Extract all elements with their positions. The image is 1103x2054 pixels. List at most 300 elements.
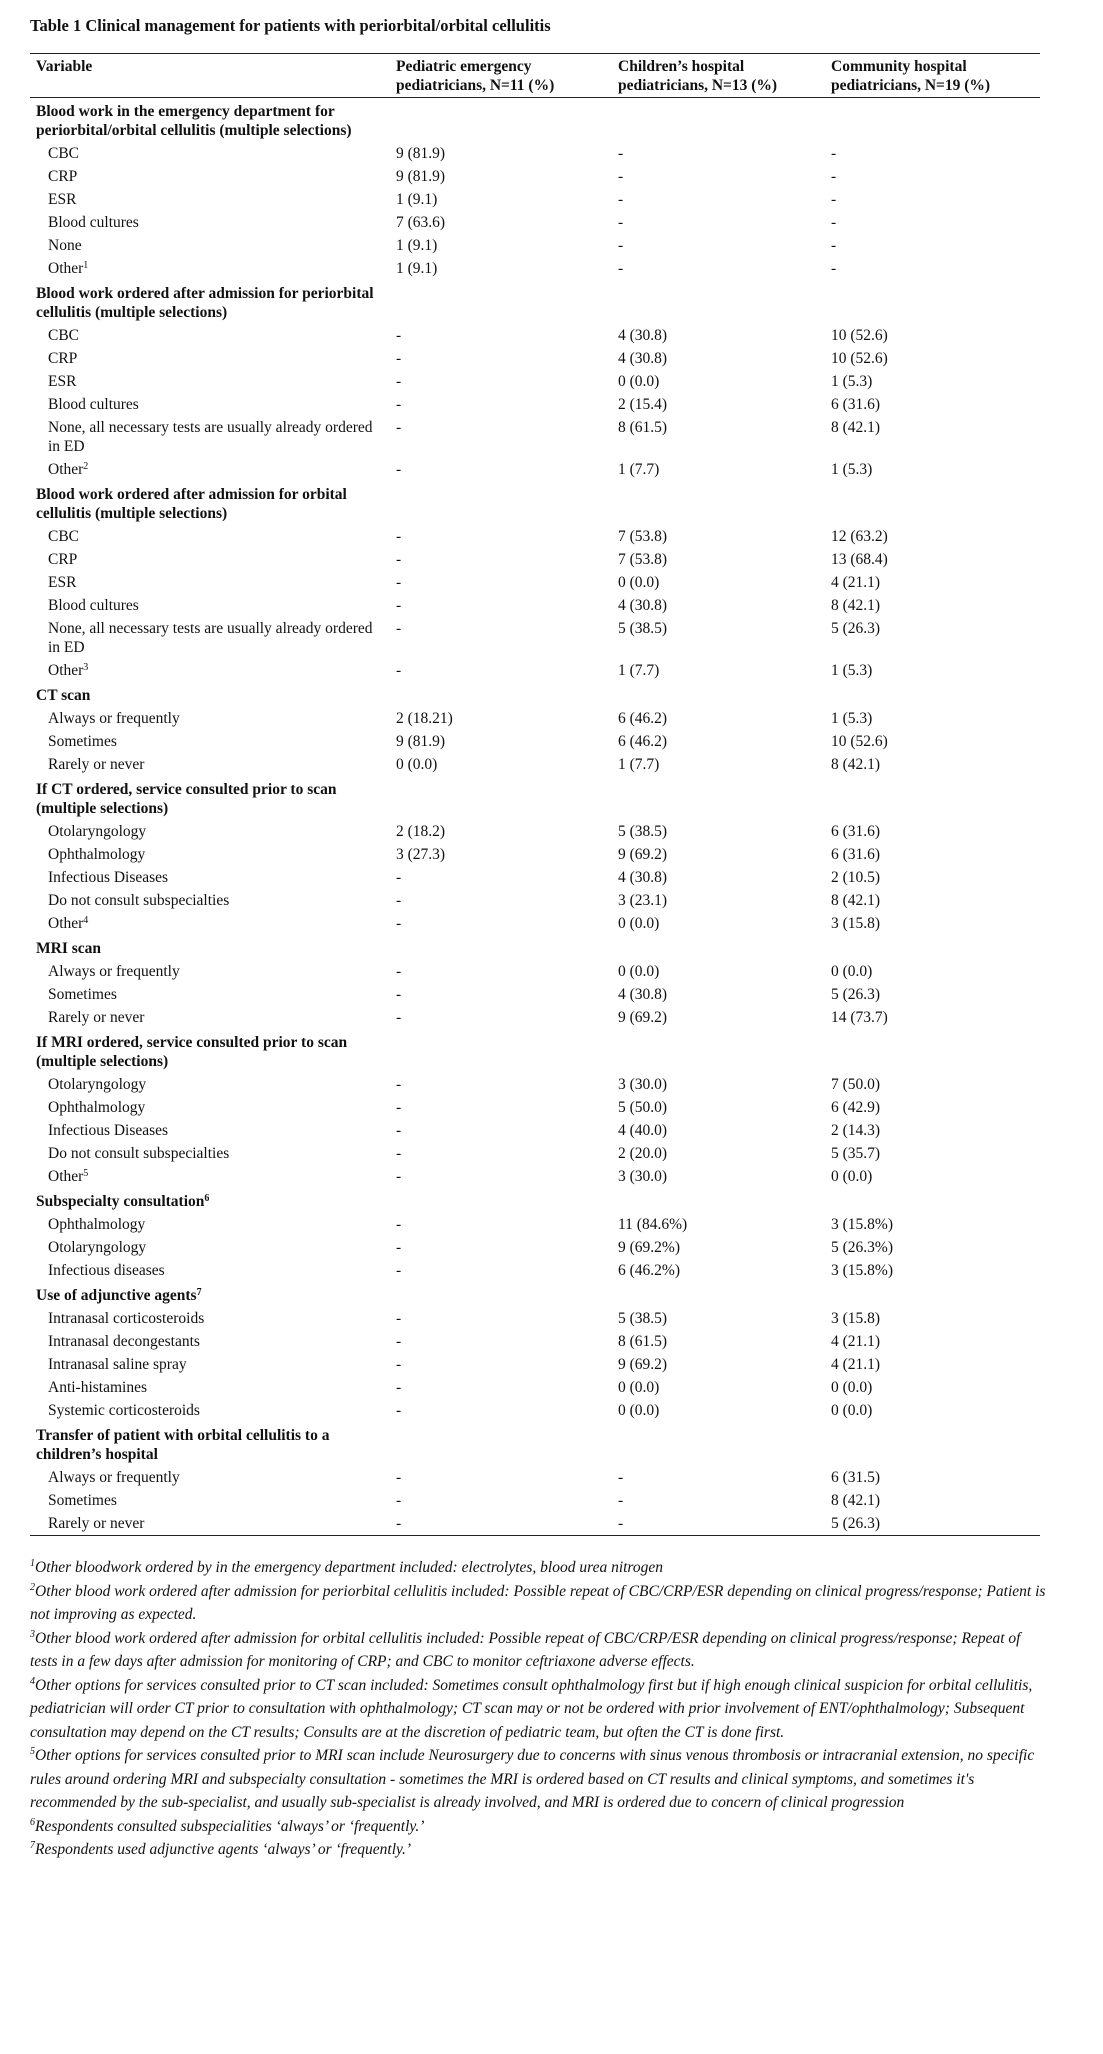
cell-pediatric-emergency: 2 (18.2) bbox=[396, 823, 446, 840]
section-heading bbox=[30, 1422, 390, 1466]
row-label-text: Infectious Diseases bbox=[48, 1122, 169, 1139]
table-title: Table 1 Clinical management for patients with periorbital/orbital cellulitis bbox=[30, 16, 551, 35]
table-row bbox=[30, 458, 1040, 481]
cell-community-hospital: 3 (15.8%) bbox=[831, 1262, 893, 1279]
cell-childrens-hospital: 9 (69.2) bbox=[618, 1009, 668, 1026]
cell-pediatric-emergency: 1 (9.1) bbox=[396, 260, 438, 277]
empty-cell bbox=[612, 1282, 825, 1307]
column-header-pediatric-emergency: Pediatric emergency pediatricians, N=11 (%) bbox=[390, 54, 612, 98]
cell-childrens-hospital: 8 (61.5) bbox=[618, 1333, 668, 1350]
empty-cell bbox=[825, 935, 1040, 960]
cell-community-hospital: 3 (15.8%) bbox=[831, 1216, 893, 1233]
empty-cell bbox=[390, 1282, 612, 1307]
row-label-text: Sometimes bbox=[48, 986, 117, 1003]
cell-pediatric-emergency: 7 (63.6) bbox=[396, 214, 446, 231]
row-label-text: Other bbox=[48, 461, 84, 478]
table-row bbox=[30, 659, 1040, 682]
footnote-marker: 3 bbox=[83, 662, 89, 673]
cell-community-hospital: - bbox=[831, 145, 837, 162]
row-label bbox=[30, 571, 390, 594]
row-label bbox=[30, 324, 390, 347]
cell-childrens-hospital: 4 (30.8) bbox=[618, 869, 668, 886]
cell-childrens-hospital: 2 (15.4) bbox=[618, 396, 668, 413]
section-row bbox=[30, 1282, 1040, 1307]
cell-pediatric-emergency: - bbox=[396, 1145, 402, 1162]
cell-community-hospital: 8 (42.1) bbox=[831, 892, 881, 909]
table-row bbox=[30, 142, 1040, 165]
cell-community-hospital: - bbox=[831, 214, 837, 231]
cell-community-hospital: 8 (42.1) bbox=[831, 1492, 881, 1509]
cell-pediatric-emergency: - bbox=[396, 620, 402, 637]
row-label bbox=[30, 594, 390, 617]
cell-pediatric-emergency: 1 (9.1) bbox=[396, 191, 438, 208]
empty-cell bbox=[825, 1282, 1040, 1307]
cell-childrens-hospital: 1 (7.7) bbox=[618, 662, 660, 679]
cell-community-hospital: 7 (50.0) bbox=[831, 1076, 881, 1093]
row-label bbox=[30, 1489, 390, 1512]
row-label-text: Intranasal saline spray bbox=[48, 1356, 187, 1373]
table-row bbox=[30, 234, 1040, 257]
section-label: MRI scan bbox=[36, 940, 102, 957]
cell-community-hospital: 6 (42.9) bbox=[831, 1099, 881, 1116]
row-label-text: CRP bbox=[48, 551, 78, 568]
cell-childrens-hospital: 5 (38.5) bbox=[618, 1310, 668, 1327]
cell-childrens-hospital: 7 (53.8) bbox=[618, 528, 668, 545]
cell-pediatric-emergency: 1 (9.1) bbox=[396, 237, 438, 254]
cell-community-hospital: 6 (31.6) bbox=[831, 846, 881, 863]
empty-cell bbox=[390, 1188, 612, 1213]
cell-community-hospital: 5 (26.3) bbox=[831, 620, 881, 637]
row-label bbox=[30, 347, 390, 370]
cell-pediatric-emergency: - bbox=[396, 373, 402, 390]
cell-childrens-hospital: 6 (46.2) bbox=[618, 710, 668, 727]
section-heading bbox=[30, 1188, 390, 1213]
cell-pediatric-emergency: - bbox=[396, 1099, 402, 1116]
row-label bbox=[30, 370, 390, 393]
cell-community-hospital: 1 (5.3) bbox=[831, 461, 873, 478]
table-row bbox=[30, 912, 1040, 935]
cell-childrens-hospital: - bbox=[612, 1512, 825, 1536]
table-row bbox=[30, 983, 1040, 1006]
empty-cell bbox=[390, 935, 612, 960]
footnote-number: 7 bbox=[30, 1840, 35, 1851]
cell-pediatric-emergency: - bbox=[396, 419, 402, 436]
section-heading bbox=[30, 1029, 390, 1073]
table-row bbox=[30, 866, 1040, 889]
cell-community-hospital: 5 (26.3) bbox=[825, 1512, 1040, 1536]
row-label-text: CRP bbox=[48, 168, 78, 185]
cell-community-hospital: 6 (31.5) bbox=[831, 1469, 881, 1486]
empty-cell bbox=[612, 98, 825, 143]
row-label bbox=[30, 1353, 390, 1376]
empty-cell bbox=[390, 682, 612, 707]
cell-community-hospital: 8 (42.1) bbox=[831, 756, 881, 773]
empty-cell bbox=[612, 776, 825, 820]
cell-childrens-hospital: 3 (23.1) bbox=[618, 892, 668, 909]
row-label-text: Always or frequently bbox=[48, 710, 180, 727]
footnote-number: 6 bbox=[30, 1816, 35, 1828]
cell-childrens-hospital: 8 (61.5) bbox=[618, 419, 668, 436]
footnote-text: Other blood work ordered after admission for periorbital cellulitis included: Possible repeat of CBC/CRP/ESR depending on clinical progress/response; Patient is not improving as expected. bbox=[30, 1582, 1046, 1623]
section-heading bbox=[30, 935, 390, 960]
table-body bbox=[30, 98, 1040, 1536]
table-row bbox=[30, 1330, 1040, 1353]
table-row bbox=[30, 843, 1040, 866]
empty-cell bbox=[612, 1188, 825, 1213]
cell-childrens-hospital: 3 (30.0) bbox=[618, 1076, 668, 1093]
cell-community-hospital: 14 (73.7) bbox=[831, 1009, 888, 1026]
empty-cell bbox=[825, 776, 1040, 820]
table-row bbox=[30, 211, 1040, 234]
footnote bbox=[30, 1627, 1050, 1674]
cell-childrens-hospital: 4 (30.8) bbox=[618, 327, 668, 344]
cell-pediatric-emergency: 0 (0.0) bbox=[396, 756, 438, 773]
cell-pediatric-emergency: - bbox=[396, 1262, 402, 1279]
row-label bbox=[30, 165, 390, 188]
cell-childrens-hospital: 6 (46.2%) bbox=[618, 1262, 680, 1279]
row-label bbox=[30, 960, 390, 983]
table-row bbox=[30, 730, 1040, 753]
section-row bbox=[30, 1188, 1040, 1213]
table-row bbox=[30, 1213, 1040, 1236]
column-header-variable: Variable bbox=[30, 54, 390, 98]
cell-pediatric-emergency: - bbox=[396, 1216, 402, 1233]
table-row bbox=[30, 1236, 1040, 1259]
table-row bbox=[30, 820, 1040, 843]
row-label bbox=[30, 843, 390, 866]
row-label bbox=[30, 257, 390, 280]
footnote-marker: 2 bbox=[83, 461, 89, 472]
column-header-community-hospital: Community hospital pediatricians, N=19 (%) bbox=[825, 54, 1040, 98]
row-label bbox=[30, 1399, 390, 1422]
cell-community-hospital: 3 (15.8) bbox=[831, 915, 881, 932]
table-row bbox=[30, 1096, 1040, 1119]
empty-cell bbox=[825, 1188, 1040, 1213]
footnote-marker: 5 bbox=[83, 1168, 89, 1179]
section-label: Blood work in the emergency department for periorbital/orbital cellulitis (multiple selections) bbox=[36, 103, 352, 139]
cell-community-hospital: 10 (52.6) bbox=[831, 350, 888, 367]
cell-childrens-hospital: 4 (30.8) bbox=[618, 350, 668, 367]
table-row bbox=[30, 257, 1040, 280]
section-heading bbox=[30, 776, 390, 820]
row-label-text: Otolaryngology bbox=[48, 823, 147, 840]
row-label-text: Always or frequently bbox=[48, 963, 180, 980]
section-label: Use of adjunctive agents bbox=[36, 1287, 197, 1304]
table-row bbox=[30, 347, 1040, 370]
row-label-text: Ophthalmology bbox=[48, 846, 146, 863]
table-row bbox=[30, 324, 1040, 347]
section-label: If MRI ordered, service consulted prior to scan (multiple selections) bbox=[36, 1034, 348, 1070]
footnote-number: 5 bbox=[30, 1746, 35, 1757]
section-label: Blood work ordered after admission for periorbital cellulitis (multiple selections) bbox=[36, 285, 374, 321]
cell-community-hospital: 13 (68.4) bbox=[831, 551, 888, 568]
cell-childrens-hospital: 9 (69.2%) bbox=[618, 1239, 680, 1256]
section-label: CT scan bbox=[36, 687, 91, 704]
section-heading bbox=[30, 280, 390, 324]
footnote bbox=[30, 1580, 1050, 1627]
cell-pediatric-emergency: - bbox=[396, 597, 402, 614]
table-row bbox=[30, 617, 1040, 659]
row-label bbox=[30, 707, 390, 730]
footnote-text: Other options for services consulted prior to CT scan included: Sometimes consult ophthalmology first but if high enough clinical suspicion for orbital cellulitis, pediatrician will order CT prior to consultation with ophthalmology; CT scan may or not be ordered with prior involvement of ENT/ophthalmology; Subsequent consultation may depend on the CT results; Consults are at the discretion of pediatric team, but often the CT is done first. bbox=[30, 1676, 1033, 1741]
table-row bbox=[30, 188, 1040, 211]
cell-community-hospital: 2 (10.5) bbox=[831, 869, 881, 886]
cell-community-hospital: - bbox=[831, 168, 837, 185]
table-row bbox=[30, 370, 1040, 393]
table-row bbox=[30, 1165, 1040, 1188]
cell-childrens-hospital: - bbox=[618, 237, 624, 254]
section-label: If CT ordered, service consulted prior to scan (multiple selections) bbox=[36, 781, 337, 817]
row-label-text: Otolaryngology bbox=[48, 1076, 147, 1093]
row-label-text: ESR bbox=[48, 191, 77, 208]
row-label-text: None, all necessary tests are usually already ordered in ED bbox=[48, 419, 373, 455]
table-row bbox=[30, 1466, 1040, 1489]
row-label bbox=[30, 866, 390, 889]
empty-cell bbox=[612, 1422, 825, 1466]
cell-childrens-hospital: 9 (69.2) bbox=[618, 846, 668, 863]
cell-childrens-hospital: 0 (0.0) bbox=[618, 915, 660, 932]
cell-community-hospital: 4 (21.1) bbox=[831, 574, 881, 591]
cell-childrens-hospital: 7 (53.8) bbox=[618, 551, 668, 568]
row-label-text: Intranasal corticosteroids bbox=[48, 1310, 205, 1327]
cell-community-hospital: - bbox=[831, 237, 837, 254]
cell-childrens-hospital: 0 (0.0) bbox=[618, 574, 660, 591]
cell-childrens-hospital: 0 (0.0) bbox=[618, 1402, 660, 1419]
cell-pediatric-emergency: - bbox=[396, 1356, 402, 1373]
row-label-text: Sometimes bbox=[48, 1492, 117, 1509]
row-label bbox=[30, 1213, 390, 1236]
cell-community-hospital: 5 (35.7) bbox=[831, 1145, 881, 1162]
cell-community-hospital: - bbox=[831, 260, 837, 277]
row-label-text: Blood cultures bbox=[48, 214, 139, 231]
cell-pediatric-emergency: - bbox=[396, 1333, 402, 1350]
cell-pediatric-emergency: - bbox=[396, 915, 402, 932]
empty-cell bbox=[390, 1029, 612, 1073]
table-row bbox=[30, 571, 1040, 594]
cell-community-hospital: - bbox=[831, 191, 837, 208]
row-label bbox=[30, 1259, 390, 1282]
row-label bbox=[30, 1330, 390, 1353]
row-label-text: Infectious diseases bbox=[48, 1262, 165, 1279]
row-label bbox=[30, 1119, 390, 1142]
cell-community-hospital: 1 (5.3) bbox=[831, 710, 873, 727]
cell-pediatric-emergency: - bbox=[396, 662, 402, 679]
empty-cell bbox=[825, 481, 1040, 525]
cell-community-hospital: 2 (14.3) bbox=[831, 1122, 881, 1139]
cell-pediatric-emergency: - bbox=[396, 1239, 402, 1256]
cell-pediatric-emergency: 3 (27.3) bbox=[396, 846, 446, 863]
empty-cell bbox=[825, 280, 1040, 324]
cell-childrens-hospital: 3 (30.0) bbox=[618, 1168, 668, 1185]
footnote-marker: 4 bbox=[83, 915, 89, 926]
empty-cell bbox=[825, 682, 1040, 707]
row-label-text: Always or frequently bbox=[48, 1469, 180, 1486]
empty-cell bbox=[390, 1422, 612, 1466]
section-row bbox=[30, 935, 1040, 960]
empty-cell bbox=[825, 98, 1040, 143]
cell-community-hospital: 8 (42.1) bbox=[831, 597, 881, 614]
row-label-text: Sometimes bbox=[48, 733, 117, 750]
cell-childrens-hospital: 0 (0.0) bbox=[618, 373, 660, 390]
row-label bbox=[30, 525, 390, 548]
header-row bbox=[30, 54, 1040, 98]
row-label bbox=[30, 659, 390, 682]
footnote-text: Other options for services consulted prior to MRI scan include Neurosurgery due to concerns with sinus venous thrombosis or intracranial extension, no specific rules around ordering MRI and subspecialty consultation - sometimes the MRI is ordered based on CT results and clinical symptoms, and sometimes it's recommended by the sub-specialist, and usually sub-specialist is already involved, and MRI is ordered due to concern of clinical progression bbox=[30, 1747, 1035, 1811]
cell-community-hospital: 5 (26.3%) bbox=[831, 1239, 893, 1256]
footnote-text: Respondents used adjunctive agents ‘always’ or ‘frequently.’ bbox=[35, 1841, 412, 1858]
row-label-text: Intranasal decongestants bbox=[48, 1333, 200, 1350]
cell-community-hospital: 0 (0.0) bbox=[831, 963, 873, 980]
table-row bbox=[30, 1353, 1040, 1376]
cell-childrens-hospital: 2 (20.0) bbox=[618, 1145, 668, 1162]
row-label-text: Other bbox=[48, 1168, 84, 1185]
row-label-text: ESR bbox=[48, 574, 77, 591]
column-header-childrens-hospital: Children’s hospital pediatricians, N=13 (%) bbox=[612, 54, 825, 98]
section-heading bbox=[30, 98, 390, 143]
footnote bbox=[30, 1815, 1050, 1839]
cell-pediatric-emergency: - bbox=[396, 1076, 402, 1093]
empty-cell bbox=[612, 481, 825, 525]
section-heading bbox=[30, 682, 390, 707]
cell-childrens-hospital: - bbox=[618, 191, 624, 208]
empty-cell bbox=[612, 280, 825, 324]
row-label-text: Rarely or never bbox=[48, 1515, 145, 1532]
cell-pediatric-emergency: 9 (81.9) bbox=[396, 145, 446, 162]
table-row bbox=[30, 165, 1040, 188]
cell-childrens-hospital: - bbox=[618, 1492, 624, 1509]
cell-childrens-hospital: 5 (50.0) bbox=[618, 1099, 668, 1116]
cell-childrens-hospital: - bbox=[618, 1469, 624, 1486]
cell-pediatric-emergency: - bbox=[396, 1122, 402, 1139]
cell-childrens-hospital: 1 (7.7) bbox=[618, 461, 660, 478]
cell-pediatric-emergency: - bbox=[396, 1469, 402, 1486]
row-label-text: Systemic corticosteroids bbox=[48, 1402, 200, 1419]
row-label-text: Anti-histamines bbox=[48, 1379, 148, 1396]
cell-childrens-hospital: - bbox=[618, 214, 624, 231]
cell-childrens-hospital: - bbox=[618, 260, 624, 277]
empty-cell bbox=[390, 98, 612, 143]
cell-pediatric-emergency: - bbox=[396, 551, 402, 568]
section-heading bbox=[30, 1282, 390, 1307]
row-label bbox=[30, 1512, 390, 1536]
row-label bbox=[30, 458, 390, 481]
table-row bbox=[30, 1376, 1040, 1399]
cell-childrens-hospital: - bbox=[618, 145, 624, 162]
row-label-text: Other bbox=[48, 662, 84, 679]
cell-childrens-hospital: 9 (69.2) bbox=[618, 1356, 668, 1373]
footnote-text: Other bloodwork ordered by in the emergency department included: electrolytes, blood urea nitrogen bbox=[35, 1559, 664, 1576]
footnote-text: Respondents consulted subspecialities ‘always’ or ‘frequently.’ bbox=[35, 1817, 425, 1835]
table-row bbox=[30, 594, 1040, 617]
row-label-text: CBC bbox=[48, 327, 80, 344]
footnotes bbox=[30, 1556, 1050, 1862]
row-label bbox=[30, 1073, 390, 1096]
row-label-text: CBC bbox=[48, 528, 80, 545]
cell-community-hospital: 0 (0.0) bbox=[831, 1402, 873, 1419]
cell-pediatric-emergency: - bbox=[396, 528, 402, 545]
row-label-text: Blood cultures bbox=[48, 396, 139, 413]
cell-community-hospital: 6 (31.6) bbox=[831, 396, 881, 413]
row-label bbox=[30, 1096, 390, 1119]
row-label-text: Do not consult subspecialties bbox=[48, 1145, 230, 1162]
table-row bbox=[30, 1006, 1040, 1029]
table-row bbox=[30, 1512, 1040, 1536]
section-heading bbox=[30, 481, 390, 525]
row-label-text: None bbox=[48, 237, 82, 254]
section-row bbox=[30, 481, 1040, 525]
cell-community-hospital: 0 (0.0) bbox=[831, 1168, 873, 1185]
cell-pediatric-emergency: - bbox=[396, 1009, 402, 1026]
section-row bbox=[30, 98, 1040, 143]
table-row bbox=[30, 525, 1040, 548]
row-label-text: Do not consult subspecialties bbox=[48, 892, 230, 909]
row-label bbox=[30, 142, 390, 165]
cell-pediatric-emergency: - bbox=[396, 986, 402, 1003]
cell-childrens-hospital: 11 (84.6%) bbox=[618, 1216, 688, 1233]
row-label bbox=[30, 617, 390, 659]
footnote-number: 3 bbox=[30, 1628, 35, 1640]
section-row bbox=[30, 1029, 1040, 1073]
cell-pediatric-emergency: - bbox=[396, 892, 402, 909]
cell-community-hospital: 1 (5.3) bbox=[831, 373, 873, 390]
table-row bbox=[30, 416, 1040, 458]
row-label bbox=[30, 393, 390, 416]
row-label bbox=[30, 1236, 390, 1259]
row-label-text: None, all necessary tests are usually already ordered in ED bbox=[48, 620, 373, 656]
footnote-marker: 7 bbox=[196, 1287, 202, 1298]
row-label bbox=[30, 548, 390, 571]
row-label bbox=[30, 234, 390, 257]
cell-childrens-hospital: 5 (38.5) bbox=[618, 620, 668, 637]
cell-community-hospital: 10 (52.6) bbox=[831, 327, 888, 344]
cell-pediatric-emergency: - bbox=[396, 327, 402, 344]
empty-cell bbox=[390, 481, 612, 525]
row-label-text: CBC bbox=[48, 145, 80, 162]
empty-cell bbox=[825, 1029, 1040, 1073]
footnote bbox=[30, 1744, 1050, 1815]
row-label bbox=[30, 1307, 390, 1330]
row-label-text: Ophthalmology bbox=[48, 1099, 146, 1116]
table-row bbox=[30, 1307, 1040, 1330]
table-row bbox=[30, 1399, 1040, 1422]
row-label bbox=[30, 820, 390, 843]
cell-community-hospital: 10 (52.6) bbox=[831, 733, 888, 750]
row-label bbox=[30, 1466, 390, 1489]
table-row bbox=[30, 1489, 1040, 1512]
table-header bbox=[30, 54, 1040, 98]
clinical-management-table bbox=[30, 53, 1040, 1536]
row-label bbox=[30, 1165, 390, 1188]
footnote bbox=[30, 1838, 1050, 1862]
row-label-text: Other bbox=[48, 915, 84, 932]
cell-pediatric-emergency: - bbox=[396, 396, 402, 413]
cell-community-hospital: 8 (42.1) bbox=[831, 419, 881, 436]
table-row bbox=[30, 753, 1040, 776]
empty-cell bbox=[825, 1422, 1040, 1466]
footnote-text: Other blood work ordered after admission for orbital cellulitis included: Possible repeat of CBC/CRP/ESR depending on clinical progress/response; Repeat of tests in a few days after admission for monitoring of CRP; and CBC to monitor ceftriaxone adverse effects. bbox=[30, 1629, 1021, 1670]
cell-pediatric-emergency: - bbox=[396, 963, 402, 980]
cell-pediatric-emergency: - bbox=[396, 1379, 402, 1396]
section-row bbox=[30, 1422, 1040, 1466]
empty-cell bbox=[612, 682, 825, 707]
row-label bbox=[30, 1376, 390, 1399]
cell-community-hospital: 4 (21.1) bbox=[831, 1356, 881, 1373]
empty-cell bbox=[390, 776, 612, 820]
row-label bbox=[30, 188, 390, 211]
empty-cell bbox=[612, 1029, 825, 1073]
section-label: Blood work ordered after admission for orbital cellulitis (multiple selections) bbox=[36, 486, 347, 522]
row-label-text: ESR bbox=[48, 373, 77, 390]
